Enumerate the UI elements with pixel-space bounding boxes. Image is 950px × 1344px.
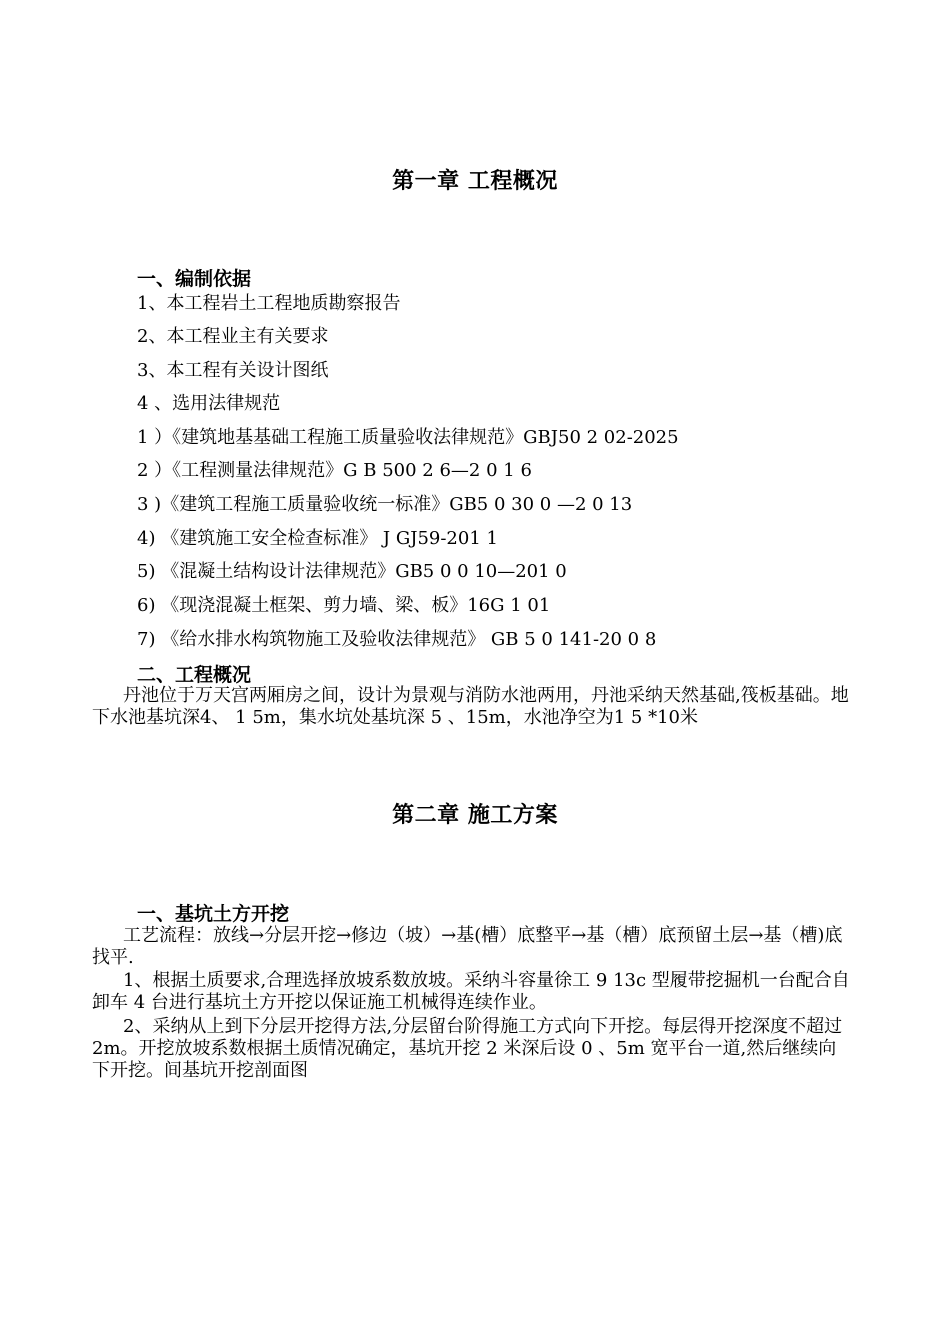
regulation-item: 6) 《现浇混凝土框架、剪力墙、梁、板》16G 1 01 — [137, 595, 551, 616]
basis-item: 4 、选用法律规范 — [137, 393, 281, 414]
section-heading-excavation: 一、基坑土方开挖 — [137, 903, 290, 925]
step-1-text: 1、根据土质要求,合理选择放坡系数放坡。采纳斗容量徐工 9 13c 型履带挖掘机一台配合自卸车 4 台进行基坑土方开挖以保证施工机械得连续作业。 — [92, 970, 850, 1013]
process-paragraph — [92, 925, 852, 969]
section-heading-basis: 一、编制依据 — [137, 268, 252, 290]
basis-item: 3、本工程有关设计图纸 — [137, 360, 329, 381]
regulation-item: 4) 《建筑施工安全检查标准》 J GJ59-201 1 — [137, 528, 498, 549]
overview-paragraph — [92, 685, 852, 729]
regulation-item: 2 ）《工程测量法律规范》G B 500 2 6—2 0 1 6 — [137, 460, 532, 481]
basis-item: 1、本工程岩土工程地质勘察报告 — [137, 293, 401, 314]
chapter-2-title: 第二章 施工方案 — [392, 803, 558, 828]
process-text: 工艺流程：放线→分层开挖→修边（坡）→基(槽）底整平→基（槽）底预留土层→基（槽)底找平. — [92, 925, 843, 968]
section-heading-overview: 二、工程概况 — [137, 664, 252, 686]
chapter-1-title: 第一章 工程概况 — [392, 169, 558, 194]
regulation-item: 3 )《建筑工程施工质量验收统一标准》GB5 0 30 0 —2 0 13 — [137, 494, 633, 515]
step-2-paragraph — [92, 1016, 852, 1082]
step-1-paragraph — [92, 970, 852, 1014]
regulation-item: 5) 《混凝土结构设计法律规范》GB5 0 0 10—201 0 — [137, 561, 567, 582]
basis-item: 2、本工程业主有关要求 — [137, 326, 329, 347]
regulation-item: 7) 《给水排水构筑物施工及验收法律规范》 GB 5 0 141-20 0 8 — [137, 629, 657, 650]
step-2-text: 2、采纳从上到下分层开挖得方法,分层留台阶得施工方式向下开挖。每层得开挖深度不超过 2m。开挖放坡系数根据土质情况确定，基坑开挖 2 米深后设 0 、5m 宽平台一道,然后继续向下开挖。间基坑开挖剖面图 — [92, 1016, 843, 1081]
overview-text: 丹池位于万天宫两厢房之间，设计为景观与消防水池两用，丹池采纳天然基础,筏板基础。地下水池基坑深4、 1 5m，集水坑处基坑深 5 、15m，水池净空为1 5 *10米 — [92, 685, 849, 728]
regulation-item: 1 ）《建筑地基基础工程施工质量验收法律规范》GBJ50 2 02-2025 — [137, 427, 679, 448]
